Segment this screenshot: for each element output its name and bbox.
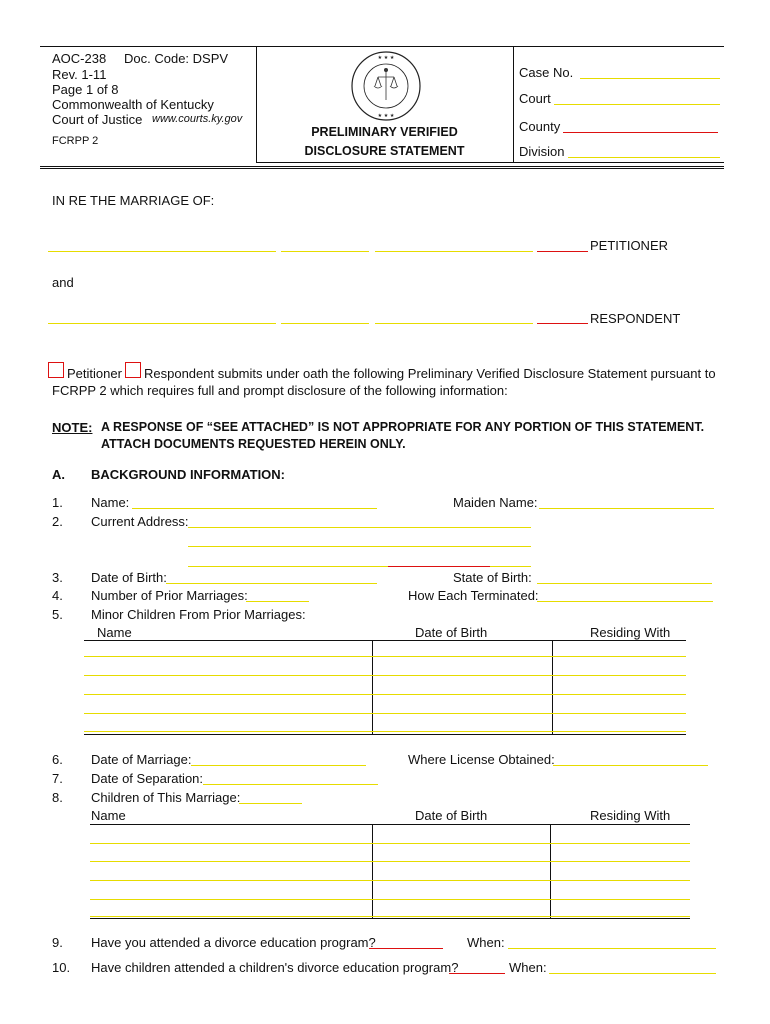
svg-text:★ ★ ★: ★ ★ ★: [377, 55, 395, 61]
table1-row3[interactable]: [84, 694, 686, 695]
petitioner-option-label: Petitioner: [67, 366, 122, 381]
how-terminated-label: How Each Terminated:: [408, 588, 539, 603]
section-a-letter: A.: [52, 467, 65, 482]
prior-marriages-label: Number of Prior Marriages:: [91, 588, 248, 603]
item-number-10: 10.: [52, 960, 71, 975]
petitioner-name-field-3[interactable]: [375, 251, 533, 252]
table2-header-dob: Date of Birth: [415, 808, 488, 823]
division-label: Division: [519, 144, 565, 159]
court-field[interactable]: [554, 104, 720, 105]
how-terminated-field[interactable]: [537, 601, 713, 602]
maiden-name-label: Maiden Name:: [453, 495, 538, 510]
respondent-option-label: Respondent submits under oath the following Preliminary Verified Disclosure Statement pursuant to: [144, 366, 716, 381]
note-line-2: ATTACH DOCUMENTS REQUESTED HEREIN ONLY.: [101, 437, 406, 451]
table1-header-dob: Date of Birth: [415, 625, 488, 640]
form-title-line2: DISCLOSURE STATEMENT: [304, 144, 465, 158]
kentucky-court-seal: [350, 50, 422, 122]
table2-header-residing: Residing With: [590, 808, 671, 823]
table1-row4[interactable]: [84, 713, 686, 714]
court-label: Court: [519, 91, 551, 106]
minor-children-label: Minor Children From Prior Marriages:: [91, 607, 306, 622]
note-line-1: A RESPONSE OF “SEE ATTACHED” IS NOT APPROPRIATE FOR ANY PORTION OF THIS STATEMENT.: [101, 420, 705, 434]
item-number-9: 9.: [52, 935, 63, 950]
item-number-5: 5.: [52, 607, 63, 622]
petitioner-name-field-1[interactable]: [48, 251, 276, 252]
rule-label: FCRPP 2: [52, 135, 99, 147]
divorce-education-label: Have you attended a divorce education program?: [91, 935, 376, 950]
date-of-birth-field[interactable]: [166, 583, 377, 584]
county-field[interactable]: [563, 132, 718, 133]
svg-text:★ ★ ★: ★ ★ ★: [377, 113, 395, 119]
item-number-7: 7.: [52, 771, 63, 786]
in-re-label: IN RE THE MARRIAGE OF:: [52, 193, 215, 208]
table2-row2[interactable]: [90, 861, 690, 862]
children-this-marriage-label: Children of This Marriage:: [91, 790, 241, 805]
table2-row5[interactable]: [90, 916, 690, 917]
item-number-2: 2.: [52, 514, 63, 529]
when-10-field[interactable]: [549, 973, 716, 974]
petitioner-checkbox[interactable]: [48, 362, 64, 378]
date-of-birth-label: Date of Birth:: [91, 570, 167, 585]
children-education-label: Have children attended a children's divorce education program?: [91, 960, 459, 975]
state-of-birth-field[interactable]: [537, 583, 712, 584]
item-number-6: 6.: [52, 752, 63, 767]
table2-row4[interactable]: [90, 899, 690, 900]
revision: Rev. 1-11: [52, 67, 107, 82]
doc-code: Doc. Code: DSPV: [124, 51, 229, 66]
respondent-name-field-4[interactable]: [537, 323, 588, 324]
table1-header-residing: Residing With: [590, 625, 671, 640]
name-field[interactable]: [132, 508, 377, 509]
table2-header-name: Name: [91, 808, 126, 823]
divorce-education-field[interactable]: [369, 948, 443, 949]
license-obtained-field[interactable]: [553, 765, 708, 766]
respondent-name-field-3[interactable]: [375, 323, 533, 324]
and-label: and: [52, 275, 74, 290]
intro-line-2: FCRPP 2 which requires full and prompt disclosure of the following information:: [52, 383, 508, 398]
current-address-label: Current Address:: [91, 514, 189, 529]
when-9-field[interactable]: [508, 948, 716, 949]
date-of-separation-field[interactable]: [203, 784, 378, 785]
prior-marriages-field[interactable]: [246, 601, 309, 602]
state-of-birth-label: State of Birth:: [453, 570, 532, 585]
when-9-label: When:: [467, 935, 505, 950]
table1-row2[interactable]: [84, 675, 686, 676]
court-of-justice-label: Court of Justice: [52, 112, 143, 127]
address-field-3c[interactable]: [490, 566, 531, 567]
date-of-marriage-label: Date of Marriage:: [91, 752, 192, 767]
county-label: County: [519, 119, 561, 134]
address-field-2[interactable]: [188, 546, 531, 547]
name-label: Name:: [91, 495, 130, 510]
form-number: AOC-238: [52, 51, 107, 66]
respondent-name-field-2[interactable]: [281, 323, 369, 324]
address-field-1[interactable]: [188, 527, 531, 528]
date-of-marriage-field[interactable]: [191, 765, 366, 766]
note-label: NOTE:: [52, 420, 93, 435]
maiden-name-field[interactable]: [539, 508, 714, 509]
item-number-4: 4.: [52, 588, 63, 603]
table2-row3[interactable]: [90, 880, 690, 881]
address-field-3b[interactable]: [388, 566, 490, 567]
petitioner-name-field-4[interactable]: [537, 251, 588, 252]
respondent-label: RESPONDENT: [590, 311, 681, 326]
item-number-8: 8.: [52, 790, 63, 805]
table1-row5[interactable]: [84, 731, 686, 732]
when-10-label: When:: [509, 960, 547, 975]
table1-header-name: Name: [97, 625, 132, 640]
children-this-marriage-field[interactable]: [239, 803, 302, 804]
petitioner-name-field-2[interactable]: [281, 251, 369, 252]
page-number: Page 1 of 8: [52, 82, 119, 97]
website-label: www.courts.ky.gov: [152, 113, 243, 125]
case-number-field[interactable]: [580, 78, 720, 79]
address-field-3a[interactable]: [188, 566, 388, 567]
section-a-title: BACKGROUND INFORMATION:: [91, 467, 286, 482]
commonwealth-label: Commonwealth of Kentucky: [52, 97, 214, 112]
date-of-separation-label: Date of Separation:: [91, 771, 204, 786]
respondent-name-field-1[interactable]: [48, 323, 276, 324]
item-number-3: 3.: [52, 570, 63, 585]
children-education-field[interactable]: [449, 973, 505, 974]
case-number-label: Case No.: [519, 65, 574, 80]
table2-row1[interactable]: [90, 843, 690, 844]
table1-row1[interactable]: [84, 656, 686, 657]
division-field[interactable]: [568, 157, 720, 158]
form-title-line1: PRELIMINARY VERIFIED: [311, 125, 458, 139]
item-number-1: 1.: [52, 495, 63, 510]
respondent-checkbox[interactable]: [125, 362, 141, 378]
license-obtained-label: Where License Obtained:: [408, 752, 555, 767]
petitioner-label: PETITIONER: [590, 238, 669, 253]
